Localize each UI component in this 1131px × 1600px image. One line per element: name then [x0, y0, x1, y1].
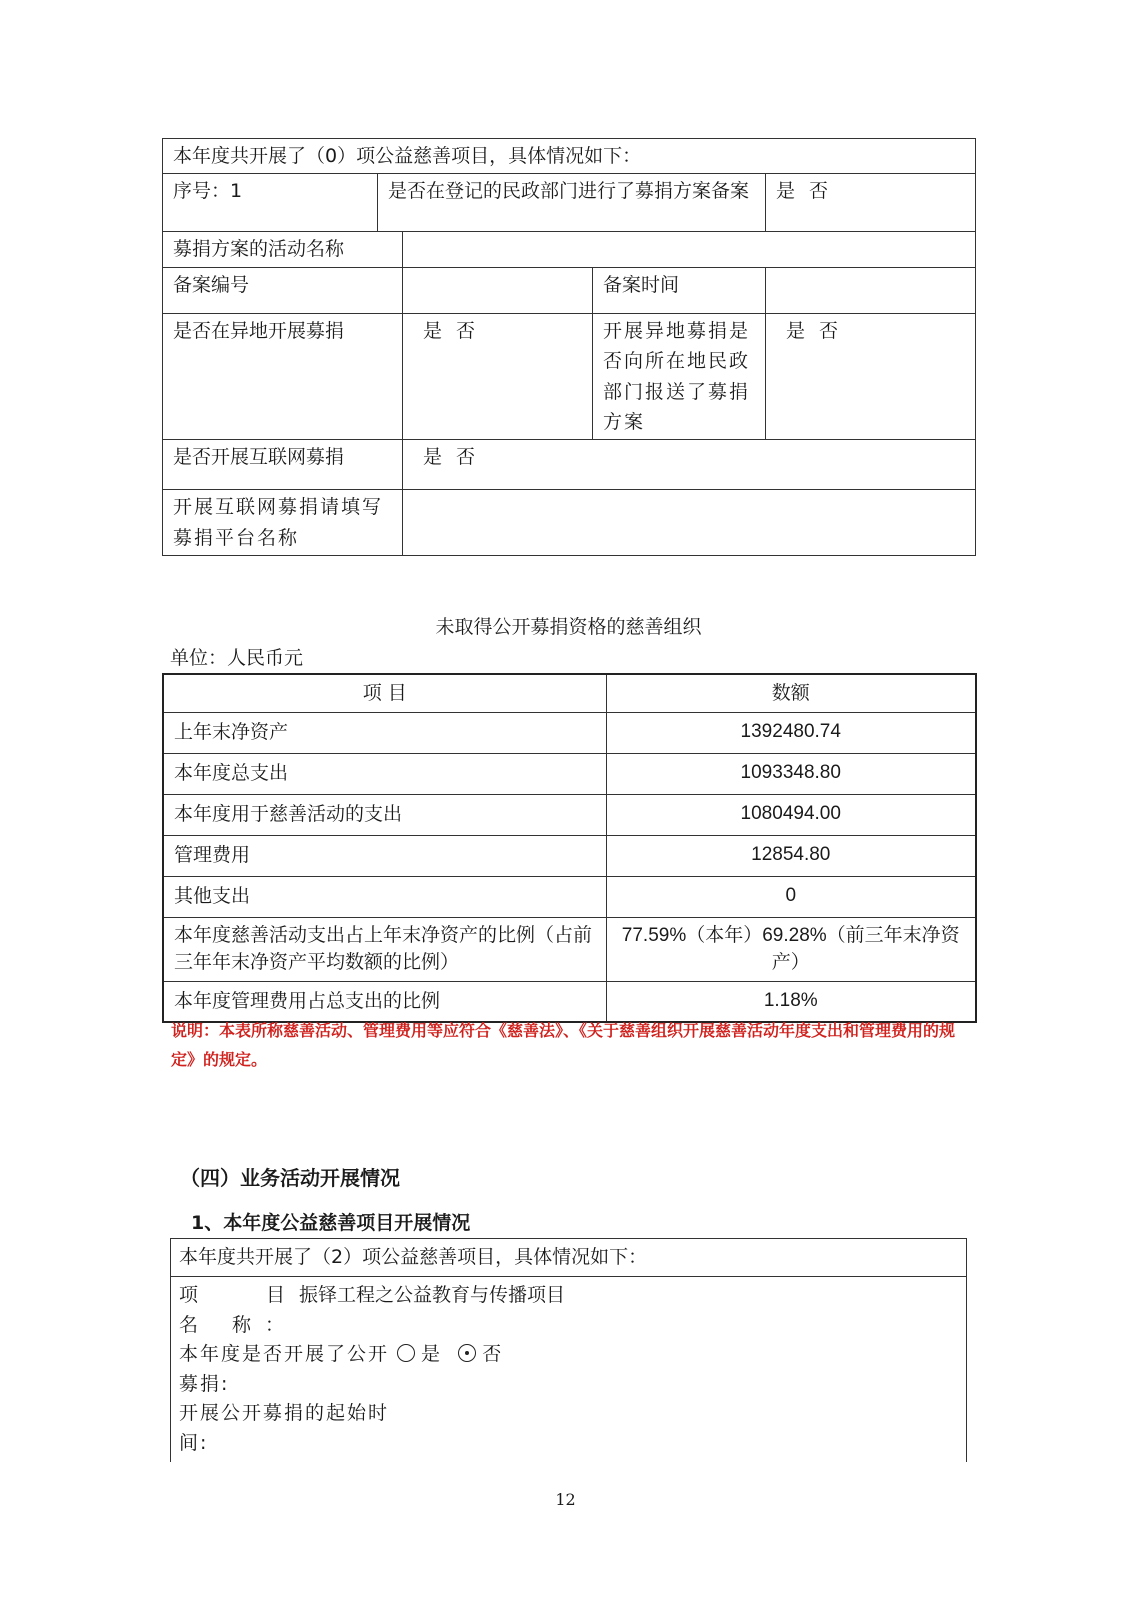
record-time-value: [766, 267, 976, 313]
expenditure-table: [162, 673, 977, 1023]
record-number-label: 备案编号: [163, 267, 403, 313]
table-row: [163, 917, 976, 981]
row-value: 1392480.74: [606, 712, 976, 753]
header-amount: 数额: [606, 674, 976, 712]
table-row: [163, 981, 976, 1022]
row-item: 管理费用: [163, 835, 606, 876]
radio-yes-label: 是: [421, 1343, 441, 1366]
offsite-label: 是否在异地开展募捐: [163, 313, 403, 440]
sequence-number: 序号：1: [163, 174, 378, 232]
row-item: 本年度慈善活动支出占上年末净资产的比例（占前三年年末净资产平均数额的比例）: [163, 917, 606, 981]
radio-no[interactable]: [458, 1344, 476, 1362]
start-time-label: 开展公开募捐的起始时间:: [179, 1402, 390, 1454]
public-fund-options: [397, 1340, 501, 1399]
project-details: [171, 1277, 967, 1462]
record-number-value: [403, 267, 593, 313]
row-item: 本年度管理费用占总支出的比例: [163, 981, 606, 1022]
radio-no-label: 否: [482, 1343, 502, 1366]
filed-question: 是否在登记的民政部门进行了募捐方案备案: [378, 174, 766, 232]
row-item: 本年度用于慈善活动的支出: [163, 794, 606, 835]
row-value: 1093348.80: [606, 753, 976, 794]
platform-value: [403, 490, 976, 556]
table2-title: 未取得公开募捐资格的慈善组织: [435, 616, 702, 638]
row-item: 本年度总支出: [163, 753, 606, 794]
section-subheading: 1、本年度公益慈善项目开展情况: [191, 1212, 471, 1234]
table-row: [163, 835, 976, 876]
record-time-label: 备案时间: [593, 267, 766, 313]
project-name-label: 项 目 名 称：: [179, 1284, 299, 1336]
offsite-report-yes-no: 是 否: [766, 313, 976, 440]
offsite-report-label: 开展异地募捐是否向所在地民政部门报送了募捐方案: [593, 313, 766, 440]
section-heading: （四）业务活动开展情况: [180, 1166, 400, 1190]
table1-intro: 本年度共开展了（0）项公益慈善项目，具体情况如下：: [163, 139, 976, 174]
row-value: 0: [606, 876, 976, 917]
row-item: 其他支出: [163, 876, 606, 917]
internet-yes-no: 是 否: [403, 440, 976, 490]
filed-yes-no: 是 否: [766, 174, 976, 232]
row-value: 1080494.00: [606, 794, 976, 835]
row-item: 上年末净资产: [163, 712, 606, 753]
activity-name-value: [403, 232, 976, 267]
project-name: 振铎工程之公益教育与传播项目: [299, 1284, 566, 1307]
table2-note: 说明：本表所称慈善活动、管理费用等应符合《慈善法》、《关于慈善组织开展慈善活动年度支出和管理费用的规定》的规定。: [171, 1021, 956, 1069]
table-row: [163, 712, 976, 753]
row-value: 77.59%（本年）69.28%（前三年末净资产）: [606, 917, 976, 981]
row-value: 1.18%: [606, 981, 976, 1022]
header-item: 项 目: [163, 674, 606, 712]
project-table: [170, 1238, 967, 1462]
table2-unit: 单位：人民币元: [170, 647, 304, 669]
internet-label: 是否开展互联网募捐: [163, 440, 403, 490]
row-value: 12854.80: [606, 835, 976, 876]
table-row: [163, 753, 976, 794]
table-row: [163, 876, 976, 917]
fundraising-plan-table: [162, 138, 976, 556]
radio-yes[interactable]: [397, 1344, 415, 1362]
public-fund-label: 本年度是否开展了公开募捐:: [179, 1343, 390, 1395]
activity-name-label: 募捐方案的活动名称: [163, 232, 403, 267]
offsite-yes-no: 是 否: [403, 313, 593, 440]
table3-intro: 本年度共开展了（2）项公益慈善项目，具体情况如下：: [171, 1239, 967, 1277]
page-number: 12: [555, 1490, 576, 1509]
platform-label: 开展互联网募捐请填写募捐平台名称: [163, 490, 403, 556]
table-row: [163, 794, 976, 835]
